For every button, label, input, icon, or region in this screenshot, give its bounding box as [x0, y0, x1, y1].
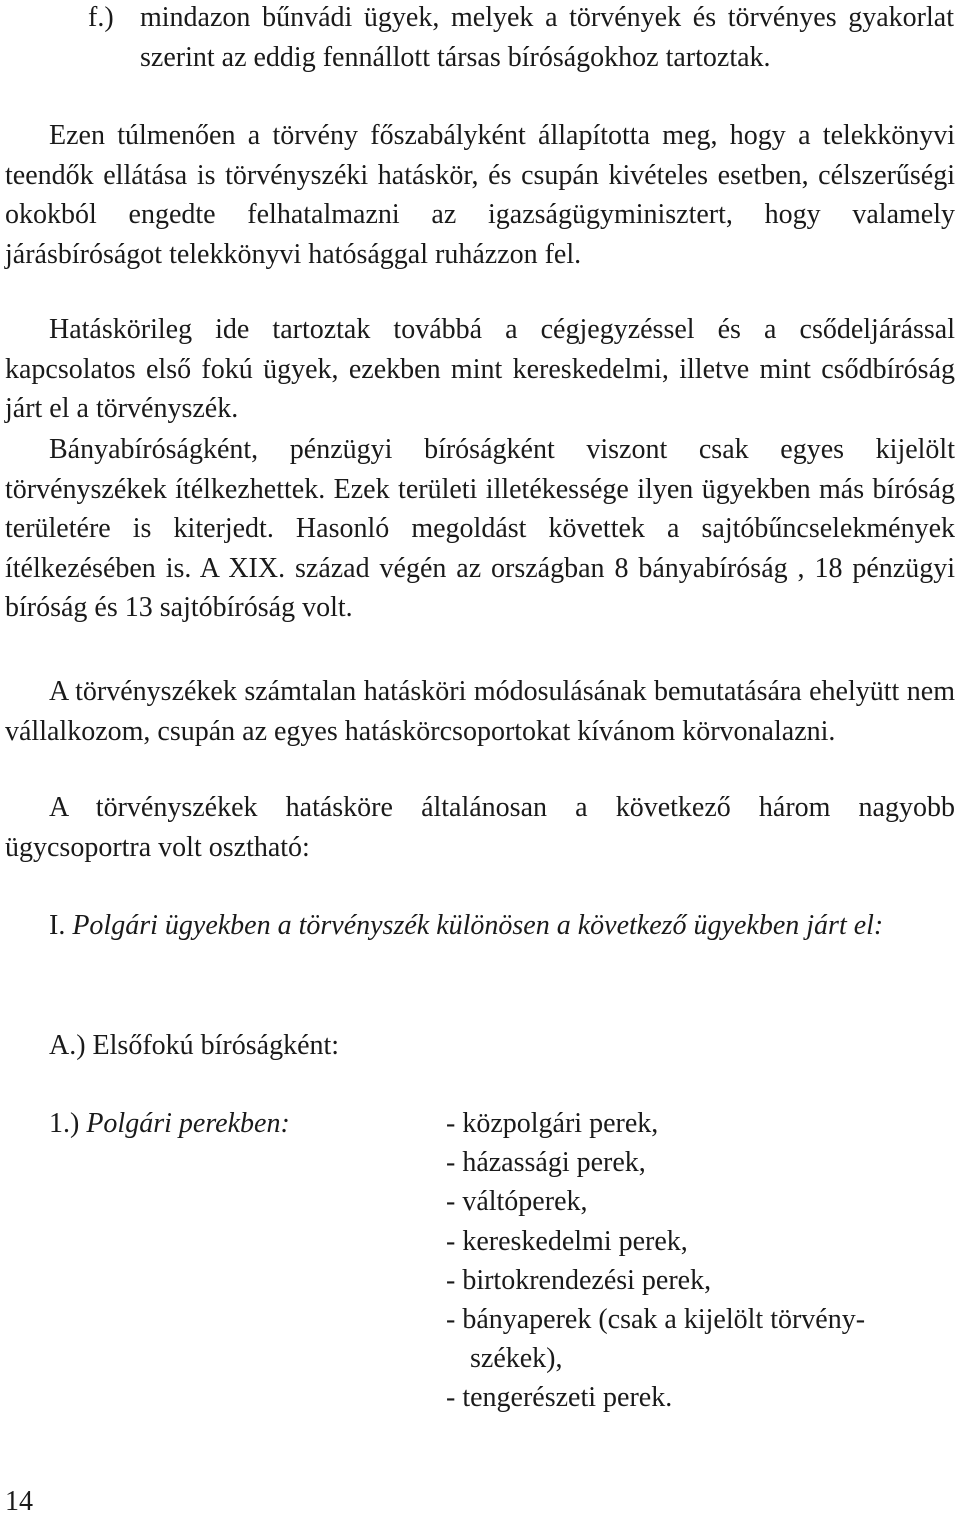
paragraph-courts-2: A törvényszékek hatásköre általánosan a következő három nagyobb ügycsoportra volt osztható: — [5, 792, 955, 863]
list-item-text: mindazon bűnvádi ügyek, melyek a törvények és törvényes gyakorlat szerint az eddig fennállott társas bíróságokhoz tartoztak. — [140, 2, 954, 73]
paragraph-land-registry: Ezen túlmenően a törvény főszabályként állapította meg, hogy a telekkönyvi teendők ellátása is törvényszéki hatáskör, és csupán kivételes esetben, célszerűségi okokból engedte felhatalmazni az igazságügyminisztert, hogy valamely járásbíróságot telekkönyvi hatósággal ruházzon fel. — [5, 120, 955, 270]
section-heading-text: Polgári ügyekben a törvényszék különösen a következő ügyekben járt el: — [72, 910, 884, 941]
list-item: - birtokrendezési perek, — [446, 1264, 712, 1296]
document-page — [5, 0, 955, 1518]
list-item: - kereskedelmi perek, — [446, 1225, 688, 1257]
case-list — [446, 1104, 956, 1418]
section-heading-civil — [5, 906, 955, 946]
list-item: - váltóperek, — [446, 1186, 588, 1218]
list-item: - házassági perek, — [446, 1147, 646, 1179]
list-item-continuation: székek), — [470, 1343, 563, 1375]
subsection-heading-first-instance: A.) Elsőfokú bíróságként: — [49, 1030, 340, 1061]
page-number: 14 — [5, 1486, 33, 1517]
list-item-label: f.) — [88, 2, 114, 33]
item-civil-cases — [49, 1104, 290, 1144]
item-title: Polgári perekben: — [86, 1108, 290, 1139]
list-item: - tengerészeti perek. — [446, 1382, 673, 1414]
list-item-f — [88, 0, 954, 77]
item-label: 1.) — [49, 1108, 80, 1139]
section-numeral: I. — [49, 910, 66, 941]
paragraph-mining-courts: Bányabíróságként, pénzügyi bíróságként viszont csak egyes kijelölt törvényszékek ítélkezhettek. Ezek területi illetékessége ilyen ügyekben más bíróság területére is kiterjedt. Hasonló megoldást követtek a sajtóbűncselekmények ítélkezésében is. A XIX. század végén az országban 8 bányabíróság , 18 pénzügyi bíróság és 13 sajtóbíróság volt. — [5, 434, 955, 623]
paragraph-jurisdiction: Hatáskörileg ide tartoztak továbbá a cégjegyzéssel és a csődeljárással kapcsolatos első fokú ügyek, ezekben mint kereskedelmi, illetve mint csődbíróság járt el a törvényszék. — [5, 314, 955, 424]
list-item: - közpolgári perek, — [446, 1108, 659, 1139]
paragraph-courts-1: A törvényszékek számtalan hatásköri módosulásának bemutatására ehelyütt nem vállalkozom, csupán az egyes hatáskörcsoportokat kívánom körvonalazni. — [5, 676, 955, 747]
list-item: - bányaperek (csak a kijelölt törvény- — [446, 1304, 866, 1336]
